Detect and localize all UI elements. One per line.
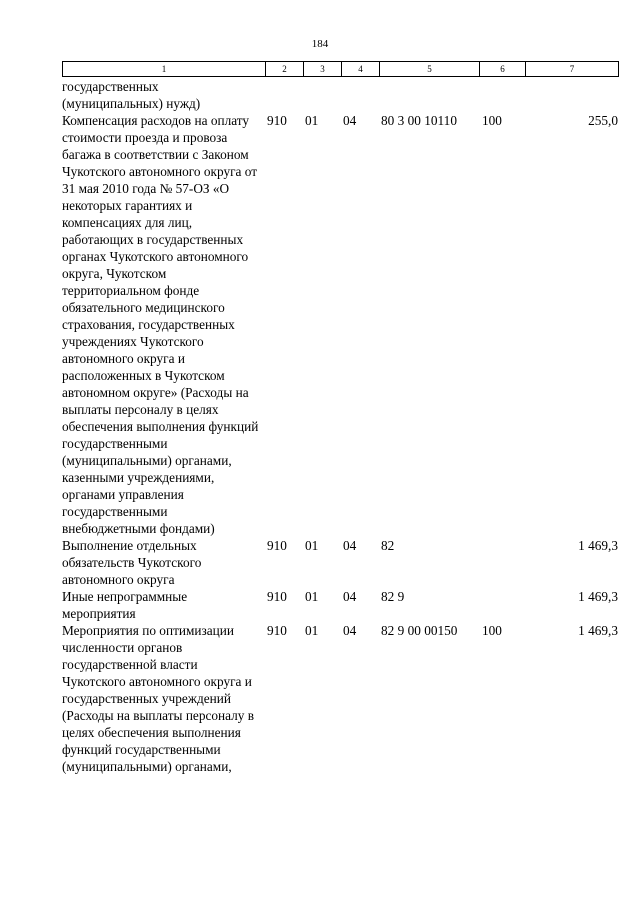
column-number: 7	[526, 62, 619, 77]
column-number: 1	[63, 62, 266, 77]
row-code-ministry: 910	[267, 538, 287, 553]
table-row	[62, 588, 618, 622]
row-code-target: 82 9	[381, 589, 405, 604]
row-code-expense-type: 100	[482, 113, 502, 128]
column-number: 5	[380, 62, 480, 77]
column-header-table	[62, 61, 619, 77]
row-code-section: 01	[305, 623, 319, 638]
row-code-expense-type: 100	[482, 623, 502, 638]
column-number: 2	[266, 62, 304, 77]
row-amount: 255,0	[588, 113, 618, 128]
row-code-section: 01	[305, 589, 319, 604]
page-number: 184	[311, 38, 329, 50]
column-number: 3	[304, 62, 342, 77]
row-code-subsection: 04	[343, 589, 357, 604]
row-amount: 1 469,3	[578, 538, 618, 553]
row-code-target: 80 3 00 10110	[381, 113, 457, 128]
table-row	[62, 112, 618, 537]
table-row	[62, 78, 618, 112]
row-code-target: 82 9 00 00150	[381, 623, 458, 638]
row-code-subsection: 04	[343, 623, 357, 638]
row-code-section: 01	[305, 113, 319, 128]
row-name: государственных (муниципальных) нужд)	[62, 79, 201, 111]
row-name: Компенсация расходов на оплату стоимости проезда и провоза багажа в соответствии с Законом Чукотского автономного округа от 31 мая 2010 года № 57-ОЗ «О некоторых гарантиях и компенсациях для лиц, работающих в государственных органах Чукотского автономного округа, Чукотском территориальном фонде обязательного медицинского страхования, государственных учреждениях Чукотского автономного округа и расположенных в Чукотском автономном округе» (Расходы на выплаты персоналу в целях обеспечения выполнения функций государственными (муниципальными) органами, казенными учреждениями, органами управления государственными внебюджетными фондами)	[62, 113, 259, 536]
row-code-ministry: 910	[267, 113, 287, 128]
row-code-subsection: 04	[343, 113, 357, 128]
row-code-ministry: 910	[267, 589, 287, 604]
row-code-ministry: 910	[267, 623, 287, 638]
column-number: 4	[342, 62, 380, 77]
column-number: 6	[480, 62, 526, 77]
row-name: Выполнение отдельных обязательств Чукотского автономного округа	[62, 538, 202, 587]
row-name: Иные непрограммные мероприятия	[62, 589, 188, 621]
budget-rows	[62, 78, 618, 775]
row-code-target: 82	[381, 538, 395, 553]
row-name: Мероприятия по оптимизации численности органов государственной власти Чукотского автономного округа и государственных учреждений (Расходы на выплаты персоналу в целях обеспечения выполнения функций государственными (муниципальными) органами,	[62, 623, 255, 774]
table-row	[62, 622, 618, 775]
row-code-subsection: 04	[343, 538, 357, 553]
row-amount: 1 469,3	[578, 589, 618, 604]
column-number-row	[63, 62, 619, 77]
row-code-section: 01	[305, 538, 319, 553]
table-row	[62, 537, 618, 588]
row-amount: 1 469,3	[578, 623, 618, 638]
